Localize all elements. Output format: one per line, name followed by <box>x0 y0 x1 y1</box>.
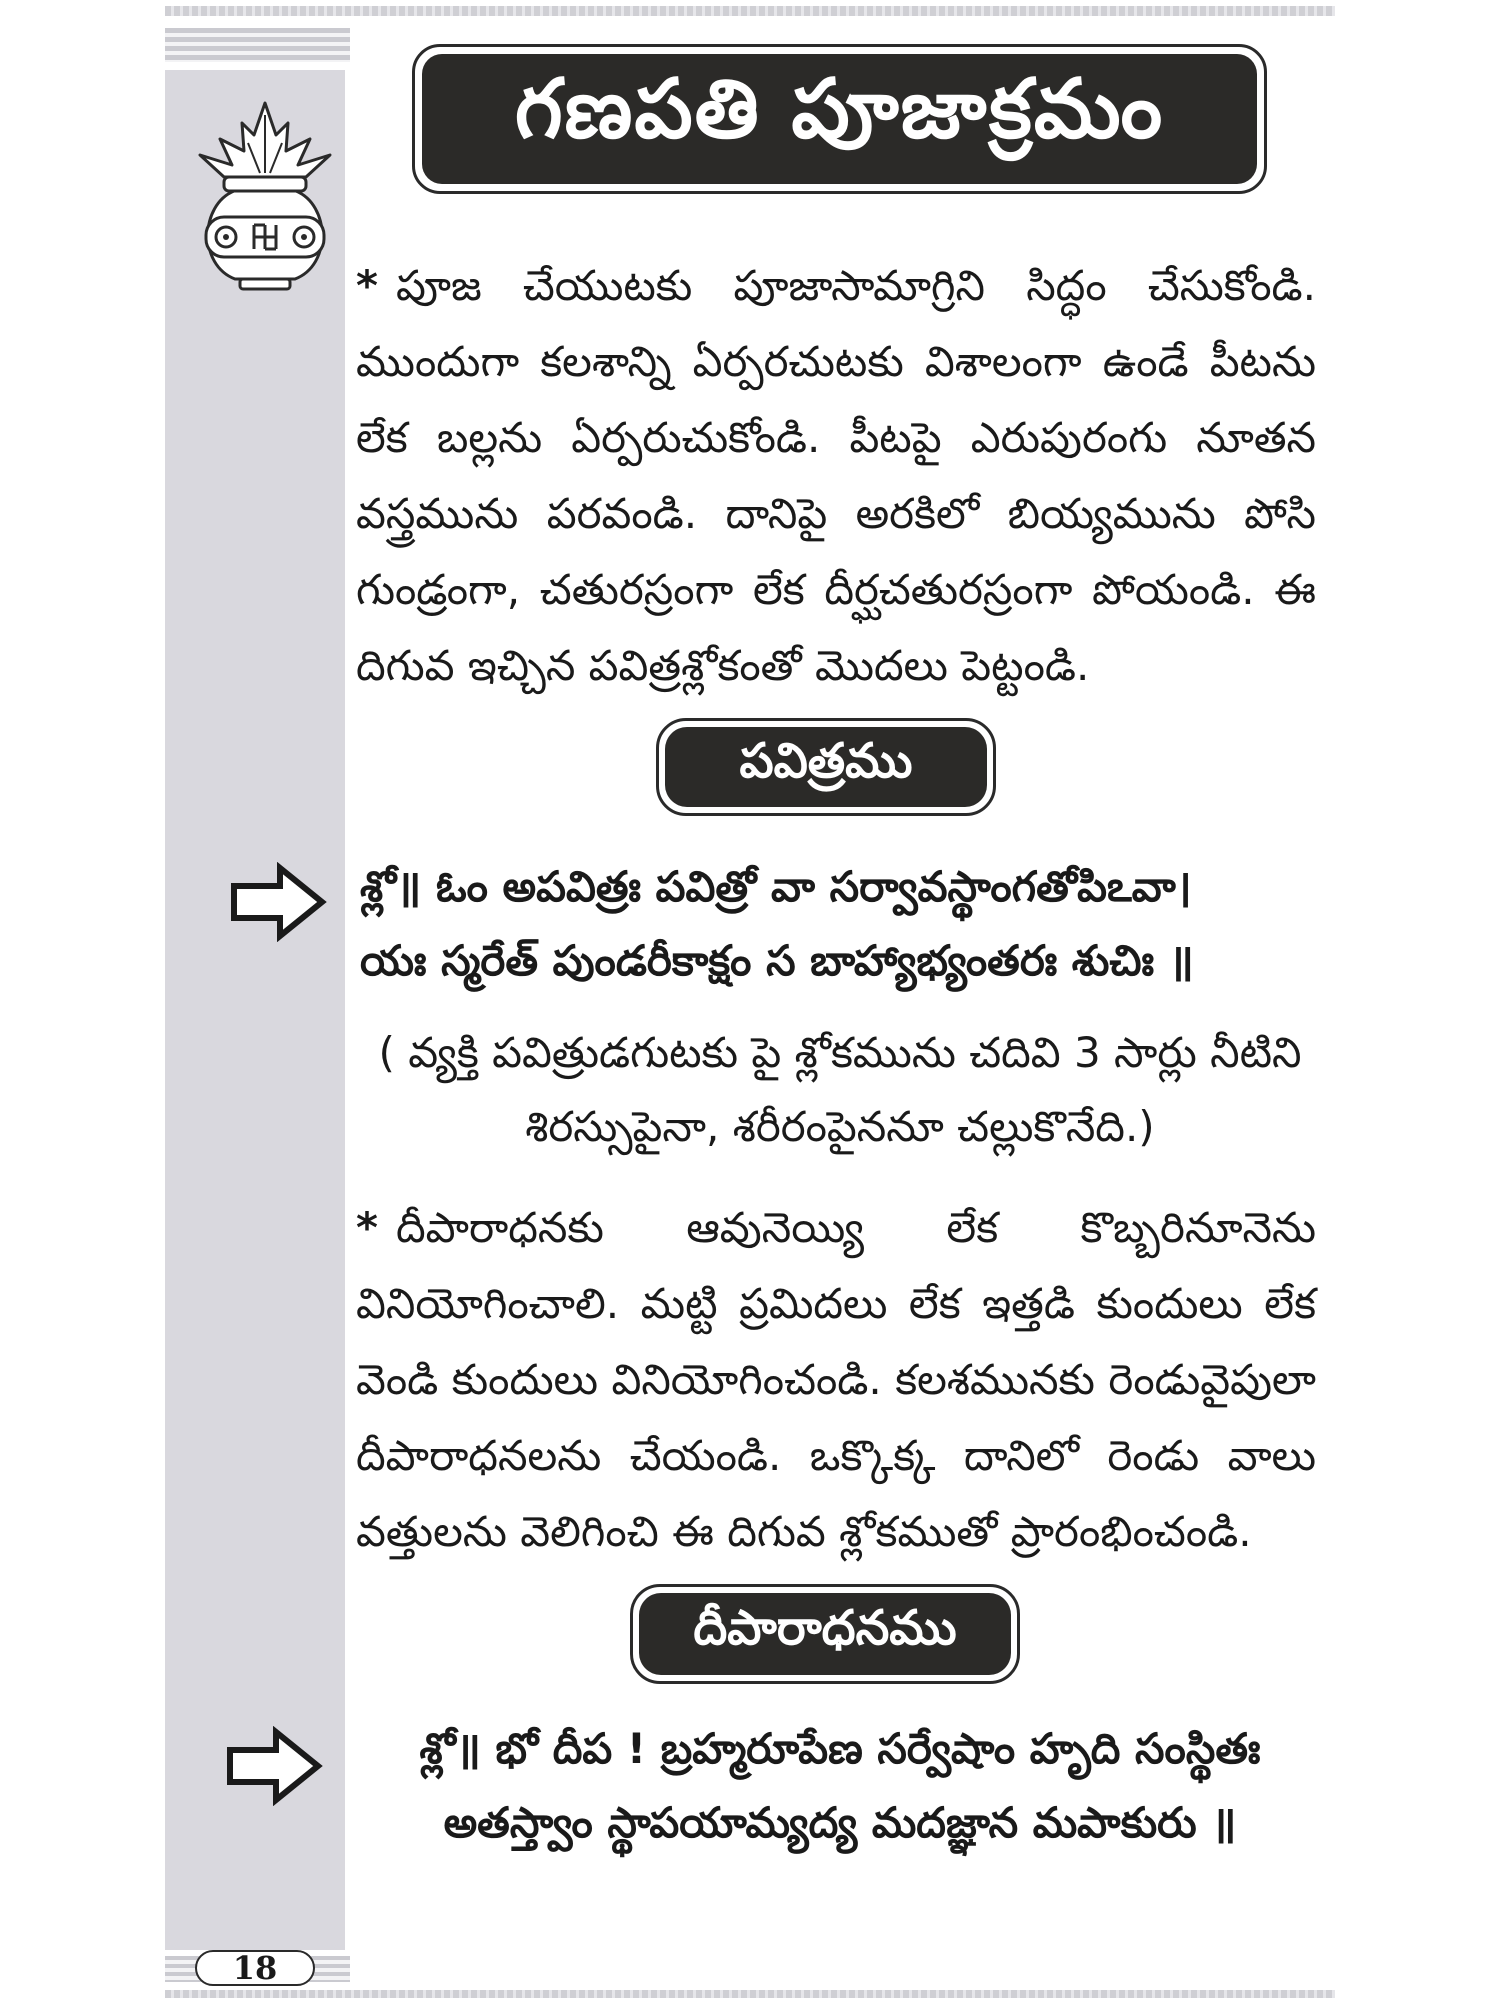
intro-paragraph <box>356 248 1316 704</box>
right-arrow-icon <box>224 1726 324 1806</box>
section-heading-deeparadhanamu: దీపారాధనము <box>639 1593 1011 1675</box>
left-gutter <box>165 70 345 1950</box>
shloka-line: శ్లో॥ భో దీప ! బ్రహ్మరూపేణ సర్వేషాం హృది సంస్థితః <box>419 1724 1261 1773</box>
lamp-paragraph-text: దీపారాధనకు ఆవునెయ్యి లేక కొబ్బరినూనెను వినియోగించాలి. మట్టి ప్రమిదలు లేక ఇత్తడి కుందులు లేక వెండి కుందులు వినియోగించండి. కలశమునకు రెండువైపులా దీపారాధనలను చేయండి. ఒక్కొక్క దానిలో రెండు వాలు వత్తులను వెలిగించి ఈ దిగువ శ్లోకముతో ప్రారంభించండి. <box>356 1203 1316 1556</box>
shloka-line: యః స్మరేత్ పుండరీకాక్షం స బాహ్యాభ్యంతరః శుచిః ॥ <box>360 936 1194 985</box>
bullet-star: * <box>356 261 378 310</box>
kalasham-icon <box>190 95 340 295</box>
title-banner <box>412 44 1267 194</box>
shloka-pavitramu <box>360 850 1320 998</box>
shloka-deeparadhanamu <box>360 1712 1320 1860</box>
section-heading-banner <box>630 1584 1020 1684</box>
page-number-area <box>165 1950 350 1986</box>
bullet-star: * <box>356 1203 378 1252</box>
page-title: గణపతి పూజాక్రమం <box>422 54 1257 184</box>
gutter-stripes <box>165 28 350 62</box>
shloka-line: శ్లో॥ ఓం అపవిత్రః పవిత్రో వా సర్వావస్థాంగతోపిఽవా। <box>360 862 1192 911</box>
top-border <box>165 6 1335 16</box>
shloka-line: అతస్త్వాం స్థాపయామ్యద్య మదజ్ఞాన మపాకురు ॥ <box>443 1798 1237 1847</box>
section-heading-pavitramu: పవిత్రము <box>665 727 987 807</box>
instruction-note: ( వ్యక్తి పవిత్రుడగుటకు పై శ్లోకమును చదివి 3 సార్లు నీటిని శిరస్సుపైనా, శరీరంపైననూ చల్లుకొనేది.) <box>378 1028 1302 1151</box>
right-arrow-icon <box>228 862 328 942</box>
section-heading-banner <box>656 718 996 816</box>
intro-paragraph-text: పూజ చేయుటకు పూజాసామాగ్రిని సిద్ధం చేసుకోండి. ముందుగా కలశాన్ని ఏర్పరచుటకు విశాలంగా ఉండే పీటను లేక బల్లను ఏర్పరుచుకోండి. పీటపై ఎరుపురంగు నూతన వస్త్రమును పరవండి. దానిపై అరకిలో బియ్యమును పోసి గుండ్రంగా, చతురస్రంగా లేక దీర్ఘచతురస్రంగా పోయండి. ఈ దిగువ ఇచ్చిన పవిత్రశ్లోకంతో మొదలు పెట్టండి. <box>356 261 1316 690</box>
bottom-border <box>165 1990 1335 1998</box>
page-number: 18 <box>195 1950 315 1986</box>
lamp-paragraph <box>356 1190 1316 1570</box>
